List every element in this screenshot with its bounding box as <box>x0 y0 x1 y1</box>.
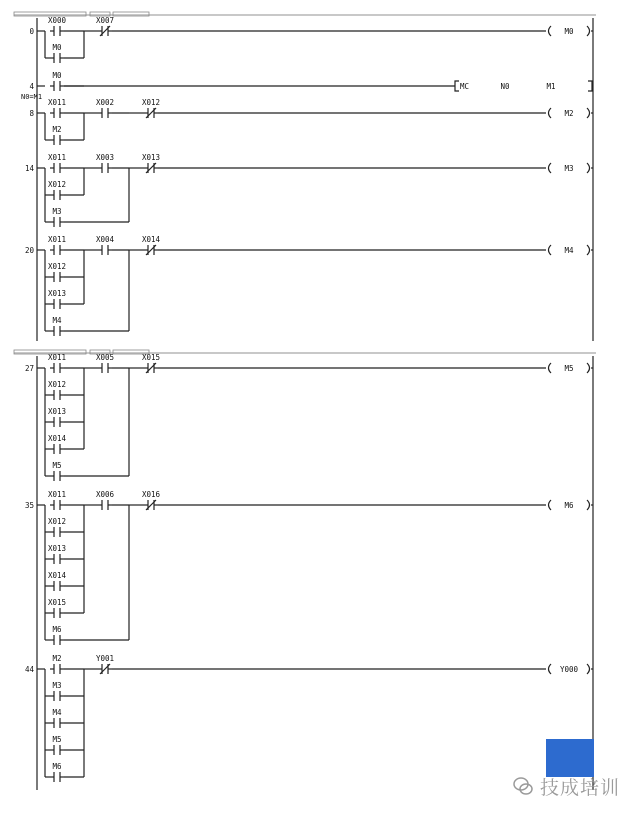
contact-label: M2 <box>52 125 62 134</box>
ladder-panel <box>14 350 596 790</box>
no-contact <box>50 207 64 227</box>
contact-label: X011 <box>47 235 67 244</box>
coil-left <box>549 245 552 255</box>
contact-label: X002 <box>95 98 115 107</box>
contact-label: X003 <box>95 153 115 162</box>
contact-label: M2 <box>52 654 62 663</box>
watermark-text: 技成培训 <box>540 777 621 799</box>
watermark <box>502 771 632 801</box>
mc-nest-marker: N0=M1 <box>21 93 43 101</box>
nc-contact <box>142 98 160 118</box>
no-contact <box>48 571 67 591</box>
mc-label: MC <box>460 82 470 91</box>
output-coil <box>549 245 590 255</box>
mc-arg-relay: M1 <box>546 82 556 91</box>
no-contact <box>50 125 64 145</box>
no-contact <box>50 654 64 674</box>
contact-label: X011 <box>47 153 67 162</box>
coil-right <box>587 664 590 674</box>
coil-label: M0 <box>564 27 574 36</box>
contact-label: X006 <box>95 490 115 499</box>
contact-label: X013 <box>141 153 161 162</box>
no-contact <box>50 625 64 645</box>
nc-contact <box>142 153 160 173</box>
contact-label: X015 <box>141 353 161 362</box>
no-contact <box>50 71 64 91</box>
coil-label: M2 <box>564 109 574 118</box>
mc-bracket-left <box>455 81 459 91</box>
contact-label: X012 <box>47 262 67 271</box>
coil-label: Y000 <box>559 665 579 674</box>
output-coil <box>549 664 590 674</box>
no-contact <box>96 353 114 373</box>
mc-instruction <box>455 81 592 91</box>
contact-label: X014 <box>141 235 161 244</box>
step-number: 14 <box>24 164 34 173</box>
no-contact <box>96 490 115 510</box>
no-contact <box>96 153 114 173</box>
contact-label: X015 <box>47 598 67 607</box>
contact-label: M3 <box>52 207 62 216</box>
rung <box>29 71 592 91</box>
no-contact <box>48 153 66 173</box>
output-coil <box>549 363 590 373</box>
contact-label: X007 <box>95 16 115 25</box>
coil-left <box>549 163 552 173</box>
nc-contact <box>142 353 160 373</box>
contact-label: X011 <box>47 490 67 499</box>
step-number: 20 <box>24 246 34 255</box>
no-contact <box>50 43 64 63</box>
output-coil <box>549 26 590 36</box>
nc-contact <box>96 16 114 36</box>
rung <box>25 153 593 227</box>
output-coil <box>549 500 590 510</box>
contact-label: M0 <box>52 71 62 80</box>
no-contact <box>48 407 66 427</box>
step-number: 27 <box>24 364 34 373</box>
no-contact <box>96 235 115 255</box>
contact-label: M5 <box>52 735 62 744</box>
no-contact <box>48 98 66 118</box>
contact-label: X000 <box>47 16 67 25</box>
coil-right <box>587 245 590 255</box>
coil-right <box>587 363 590 373</box>
coil-right <box>587 108 590 118</box>
contact-label: M4 <box>52 708 62 717</box>
step-number: 4 <box>29 82 34 91</box>
nc-contact <box>142 235 161 255</box>
contact-label: X013 <box>47 289 67 298</box>
nc-contact <box>142 490 161 510</box>
no-contact <box>96 98 114 118</box>
step-number: 8 <box>29 109 34 118</box>
no-contact <box>50 708 64 728</box>
output-coil <box>549 163 590 173</box>
contact-label: X011 <box>47 353 67 362</box>
no-contact <box>48 598 66 618</box>
contact-label: X004 <box>95 235 115 244</box>
no-contact <box>48 380 66 400</box>
contact-label: X005 <box>95 353 115 362</box>
coil-label: M3 <box>564 164 574 173</box>
contact-label: X014 <box>47 434 67 443</box>
coil-left <box>549 500 552 510</box>
contact-label: X014 <box>47 571 67 580</box>
mc-arg-nesting: N0 <box>500 82 510 91</box>
coil-right <box>587 163 590 173</box>
no-contact <box>48 180 66 200</box>
rung <box>25 353 593 481</box>
contact-label: Y001 <box>95 654 115 663</box>
coil-label: M5 <box>564 364 574 373</box>
output-coil <box>549 108 590 118</box>
mc-bracket-right <box>588 81 592 91</box>
contact-label: M0 <box>52 43 62 52</box>
contact-label: X012 <box>47 380 67 389</box>
no-contact <box>48 544 66 564</box>
coil-label: M4 <box>564 246 574 255</box>
step-number: 35 <box>24 501 34 510</box>
rung <box>29 16 593 63</box>
contact-label: X016 <box>141 490 161 499</box>
no-contact <box>50 461 64 481</box>
contact-label: M5 <box>52 461 62 470</box>
contact-label: X013 <box>47 407 67 416</box>
rung <box>25 654 593 782</box>
no-contact <box>48 517 66 537</box>
no-contact <box>48 289 66 309</box>
contact-label: X013 <box>47 544 67 553</box>
rung <box>25 235 593 336</box>
coil-left <box>549 108 552 118</box>
no-contact <box>48 262 66 282</box>
no-contact <box>50 316 64 336</box>
coil-left <box>549 664 552 674</box>
no-contact <box>50 681 64 701</box>
contact-label: X012 <box>47 180 67 189</box>
step-number: 44 <box>24 665 34 674</box>
wechat-logo-icon <box>512 775 534 797</box>
coil-right <box>587 500 590 510</box>
no-contact <box>48 434 67 454</box>
contact-label: M6 <box>52 625 62 634</box>
contact-label: X011 <box>47 98 67 107</box>
contact-label: M3 <box>52 681 62 690</box>
nc-contact <box>96 654 114 674</box>
contact-label: M6 <box>52 762 62 771</box>
coil-left <box>549 26 552 36</box>
rung <box>29 98 593 145</box>
ladder-panel <box>14 12 596 341</box>
no-contact <box>48 235 66 255</box>
no-contact <box>48 353 66 373</box>
no-contact <box>48 16 67 36</box>
step-number: 0 <box>29 27 34 36</box>
no-contact <box>50 735 64 755</box>
contact-label: M4 <box>52 316 62 325</box>
no-contact <box>50 762 64 782</box>
no-contact <box>48 490 66 510</box>
rung <box>25 490 593 645</box>
contact-label: X012 <box>47 517 67 526</box>
contact-label: X012 <box>141 98 161 107</box>
coil-right <box>587 26 590 36</box>
coil-left <box>549 363 552 373</box>
coil-label: M6 <box>564 501 574 510</box>
